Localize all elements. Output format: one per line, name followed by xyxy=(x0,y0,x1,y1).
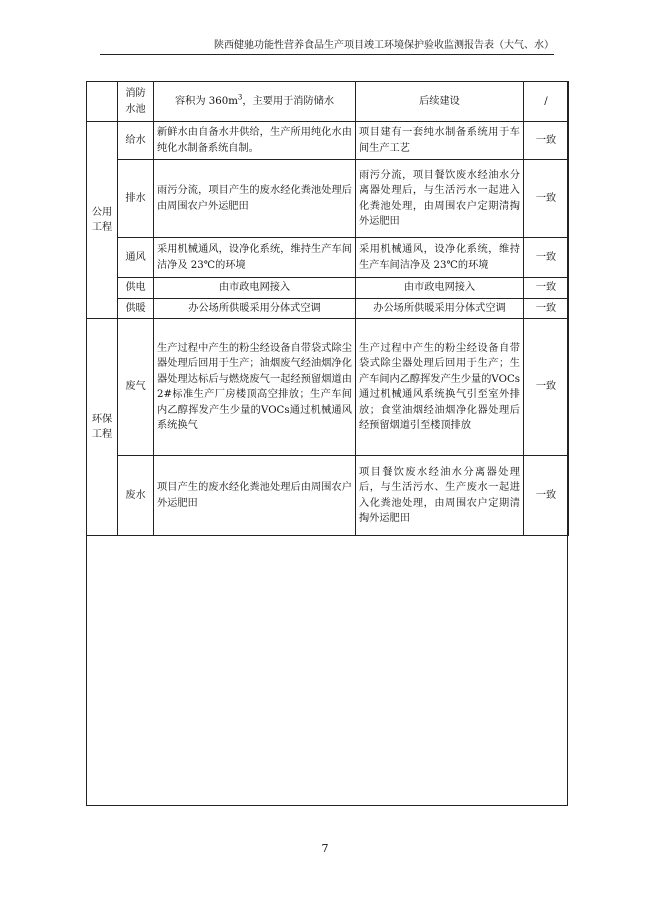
design-fire-pool-superscript: 3 xyxy=(237,93,243,102)
category-cell-top-empty xyxy=(87,82,118,122)
table-row-drainage xyxy=(87,160,569,238)
table-row-water-supply xyxy=(87,122,569,160)
category-public-works: 公用工程 xyxy=(87,122,118,319)
design-cell-ventilation: 采用机械通风，设净化系统，维持生产车间洁净及 23℃的环境 xyxy=(154,238,356,278)
design-fire-pool-text: 容积为 360m xyxy=(174,95,238,107)
design-cell-drainage: 雨污分流，项目产生的废水经化粪池处理后由周围农户外运肥田 xyxy=(154,160,356,238)
design-cell-water-supply: 新鲜水由自备水井供给，生产所用纯化水由纯化水制备系统自制。 xyxy=(154,122,356,160)
project-comparison-table xyxy=(86,81,569,536)
table-row-exhaust-gas xyxy=(87,319,569,456)
table-row-heating xyxy=(87,298,569,319)
actual-cell-wastewater: 项目餐饮废水经油水分离器处理后，与生活污水、生产废水一起进入化粪池处理，由周围农户定期清掏外运肥田 xyxy=(356,456,524,536)
design-cell-wastewater: 项目产生的废水经化粪池处理后由周围农户外运肥田 xyxy=(154,456,356,536)
actual-cell-heating: 办公场所供暖采用分体式空调 xyxy=(356,298,524,319)
verdict-cell-drainage: 一致 xyxy=(524,160,569,238)
subcategory-exhaust-gas: 废气 xyxy=(118,319,154,456)
verdict-cell-ventilation: 一致 xyxy=(524,238,569,278)
design-cell-fire-pool xyxy=(154,82,356,122)
page-number: 7 xyxy=(321,842,329,855)
actual-cell-ventilation: 采用机械通风，设净化系统，维持生产车间洁净及 23℃的环境 xyxy=(356,238,524,278)
header-rule xyxy=(100,54,554,55)
subcategory-ventilation: 通风 xyxy=(118,238,154,278)
category-environmental-works: 环保工程 xyxy=(87,319,118,536)
subcategory-drainage: 排水 xyxy=(118,160,154,238)
verdict-cell-heating: 一致 xyxy=(524,298,569,319)
actual-cell-fire-pool: 后续建设 xyxy=(356,82,524,122)
subcategory-wastewater: 废水 xyxy=(118,456,154,536)
verdict-cell-fire-pool: / xyxy=(524,82,569,122)
verdict-cell-power-supply: 一致 xyxy=(524,278,569,299)
actual-cell-water-supply: 项目建有一套纯水制备系统用于车间生产工艺 xyxy=(356,122,524,160)
actual-cell-drainage: 雨污分流，项目餐饮废水经油水分离器处理后，与生活污水一起进入化粪池处理，由周围农户定期清掏外运肥田 xyxy=(356,160,524,238)
subcategory-power-supply: 供电 xyxy=(118,278,154,299)
design-cell-exhaust-gas: 生产过程中产生的粉尘经设备自带袋式除尘器处理后回用于生产；油烟废气经油烟净化器处理达标后与燃烧废气一起经预留烟道由2#标准生产厂房楼顶高空排放；生产车间内乙醇挥发产生少量的VOCs通过机械通风系统换气 xyxy=(154,319,356,456)
design-cell-power-supply: 由市政电网接入 xyxy=(154,278,356,299)
subcategory-heating: 供暖 xyxy=(118,298,154,319)
verdict-cell-wastewater: 一致 xyxy=(524,456,569,536)
verdict-cell-water-supply: 一致 xyxy=(524,122,569,160)
design-fire-pool-rest: ，主要用于消防储水 xyxy=(242,95,335,107)
page-header: 陕西健驰功能性营养食品生产项目竣工环境保护验收监测报告表（大气、水） xyxy=(214,40,554,51)
table-row-ventilation xyxy=(87,238,569,278)
subcategory-fire-pool: 消防水池 xyxy=(118,82,154,122)
table-row-power-supply xyxy=(87,278,569,299)
design-cell-heating: 办公场所供暖采用分体式空调 xyxy=(154,298,356,319)
verdict-cell-exhaust-gas: 一致 xyxy=(524,319,569,456)
subcategory-water-supply: 给水 xyxy=(118,122,154,160)
table-row-fire-pool xyxy=(87,82,569,122)
table-row-wastewater xyxy=(87,456,569,536)
actual-cell-power-supply: 由市政电网接入 xyxy=(356,278,524,299)
actual-cell-exhaust-gas: 生产过程中产生的粉尘经设备自带袋式除尘器处理后回用于生产；生产车间内乙醇挥发产生少量的VOCs通过机械通风系统换气引至室外排放；食堂油烟经油烟净化器处理后经预留烟道引至楼顶排放 xyxy=(356,319,524,456)
